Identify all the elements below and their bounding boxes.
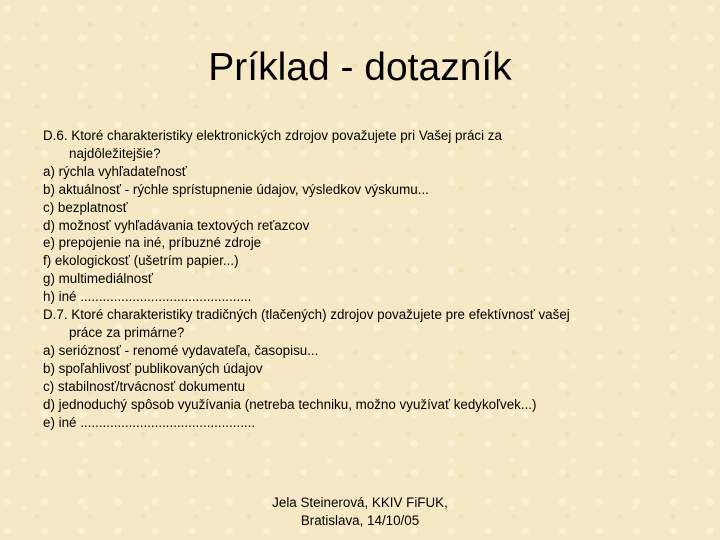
slide-footer: [220, 494, 500, 530]
answer-option: a) rýchla vyhľadateľnosť: [43, 163, 187, 179]
answer-option: a) serióznosť - renomé vydavateľa, časopisu...: [43, 342, 319, 358]
answer-option: b) spoľahlivosť publikovaných údajov: [43, 360, 263, 376]
answer-option: e) iné ...............................................: [43, 414, 256, 430]
answer-option: g) multimediálnosť: [43, 271, 153, 287]
footer-place-date: Bratislava, 14/10/05: [300, 513, 420, 528]
answer-option: b) aktuálnosť - rýchle sprístupnenie údajov, výsledkov výskumu...: [43, 181, 429, 197]
footer-author: Jela Steinerová, KKIV FiFUK,: [272, 495, 448, 510]
question-d6-continuation: najdôležitejšie?: [69, 145, 161, 161]
slide-title: Príklad - dotazník: [208, 46, 512, 89]
answer-option: c) stabilnosť/trvácnosť dokumentu: [43, 378, 246, 394]
answer-option: c) bezplatnosť: [43, 199, 128, 215]
answer-option: f) ekologickosť (ušetrím papier...): [43, 253, 239, 269]
answer-option: d) jednoduchý spôsob využívania (netreba techniku, možno využívať kedykoľvek...): [43, 396, 537, 412]
question-d6: D.6. Ktoré charakteristiky elektronických zdrojov považujete pri Vašej práci za: [43, 128, 502, 143]
question-d7: D.7. Ktoré charakteristiky tradičných (tlačených) zdrojov považujete pre efektívnosť vašej: [43, 307, 570, 323]
answer-option: e) prepojenie na iné, príbuzné zdroje: [43, 235, 262, 251]
question-d7-continuation: práce za primárne?: [69, 324, 185, 340]
questionnaire-text: [43, 127, 693, 431]
answer-option: h) iné ..............................................: [43, 289, 252, 305]
answer-option: d) možnosť vyhľadávania textových reťazcov: [43, 217, 310, 233]
